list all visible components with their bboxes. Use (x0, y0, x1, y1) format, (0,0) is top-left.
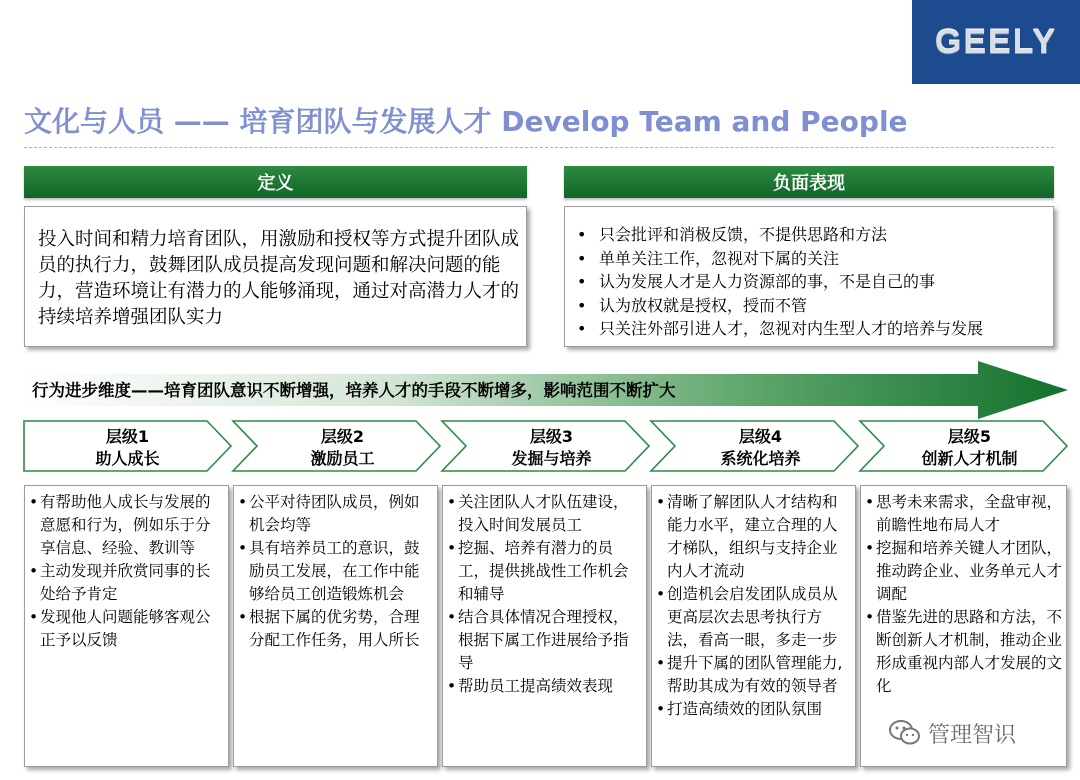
level-1-box (24, 485, 229, 767)
list-item: • 有帮助他人成长与发展的意愿和行为，例如乐于分享信息、经验、教训等 (29, 491, 224, 560)
level-4-box (651, 485, 856, 767)
level-number: 层级1 (105, 427, 150, 446)
level-4-list (652, 486, 855, 721)
list-item: • 发现他人问题能够客观公正予以反馈 (29, 606, 224, 652)
list-item: • 借鉴先进的思路和方法，不断创新人才机制，推动企业形成重视内部人才发展的文化 (865, 606, 1062, 698)
level-number: 层级4 (738, 427, 783, 446)
level-number: 层级2 (320, 427, 365, 446)
level-2-box (233, 485, 438, 767)
level-3-box (442, 485, 647, 767)
level-number: 层级3 (529, 427, 574, 446)
negative-header: 负面表现 (564, 166, 1054, 198)
definition-text: 投入时间和精力培育团队，用激励和授权等方式提升团队成员的执行力，鼓舞团队成员提高发现问题和解决问题的能力，营造环境让有潜力的人能够涌现，通过对高潜力人才的持续培养增强团队实力 (38, 229, 520, 328)
list-item: • 根据下属的优劣势，合理分配工作任务，用人所长 (238, 606, 433, 652)
negative-item: • 认为发展人才是人力资源部的事，不是自己的事 (577, 272, 936, 291)
level-number: 层级5 (947, 427, 992, 446)
negative-item: • 只关注外部引进人才，忽视对内生型人才的培养与发展 (577, 319, 984, 338)
wechat-icon (888, 718, 922, 748)
negative-item: • 单单关注工作，忽视对下属的关注 (577, 248, 840, 268)
watermark (888, 716, 1016, 750)
list-item: • 公平对待团队成员，例如机会均等 (238, 491, 433, 537)
list-item: • 具有培养员工的意识，鼓励员工发展，在工作中能够给员工创造锻炼机会 (238, 537, 433, 606)
negative-item: • 认为放权就是授权，授而不管 (577, 295, 808, 315)
list-item: • 关注团队人才队伍建设，投入时间发展员工 (447, 491, 642, 537)
list-item: • 帮助员工提高绩效表现 (447, 675, 642, 698)
level-name: 激励员工 (310, 449, 375, 468)
list-item: • 提升下属的团队管理能力, 帮助其成为有效的领导者 (656, 652, 851, 698)
level-3-label (454, 424, 649, 472)
level-1-label (24, 424, 231, 472)
list-item: • 挖掘和培养关键人才团队，推动跨企业、业务单元人才调配 (865, 537, 1062, 606)
watermark-text: 管理智识 (928, 722, 1017, 748)
logo-text: GEELY (934, 22, 1058, 61)
page-title: 文化与人员 —— 培育团队与发展人才 Develop Team and People (24, 105, 908, 138)
list-item: • 思考未来需求，全盘审视，前瞻性地布局人才 (865, 491, 1062, 537)
level-3-list (443, 486, 646, 698)
level-4-label (663, 424, 858, 472)
list-item: • 挖掘、培养有潜力的员工，提供挑战性工作机会和辅导 (447, 537, 642, 606)
level-name: 发掘与培养 (511, 449, 592, 468)
level-2-label (245, 424, 440, 472)
level-2-list (234, 486, 437, 652)
level-1-list (25, 486, 228, 652)
list-item: • 打造高绩效的团队氛围 (656, 698, 851, 721)
definition-header: 定义 (24, 166, 527, 198)
progress-arrow-text: 行为进步维度——培育团队意识不断增强，培养人才的手段不断增多，影响范围不断扩大 (32, 381, 676, 400)
list-item: • 主动发现并欣赏同事的长处给予肯定 (29, 560, 224, 606)
negative-item: • 只会批评和消极反馈，不提供思路和方法 (577, 225, 888, 244)
level-name: 助人成长 (95, 449, 160, 468)
list-item: • 创造机会启发团队成员从更高层次去思考执行方法，看高一眼，多走一步 (656, 583, 851, 652)
list-item: • 清晰了解团队人才结构和能力水平，建立合理的人才梯队，组织与支持企业内人才流动 (656, 491, 851, 583)
level-name: 创新人才机制 (921, 449, 1018, 468)
level-name: 系统化培养 (720, 449, 801, 468)
level-5-list (861, 486, 1066, 698)
level-5-label (872, 424, 1067, 472)
list-item: • 结合具体情况合理授权，根据下属工作进展给予指导 (447, 606, 642, 675)
